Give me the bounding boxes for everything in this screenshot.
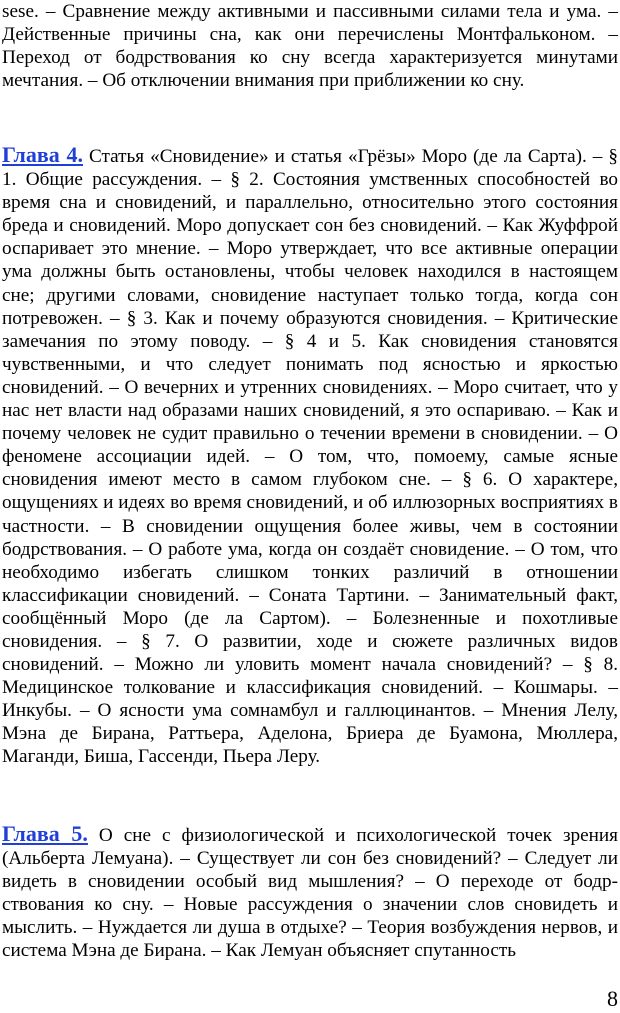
intro-paragraph (2, 0, 618, 92)
page-number: 8 (607, 986, 618, 1011)
chapter-5-link[interactable]: Глава 5. (2, 821, 88, 846)
chapter-4-text: Статья «Сновидение» и статья «Грёзы» Моро (де ла Сарта). – § 1. Общие рассуждения. – § 2. Состояния умственных способностей во время сна и сновидений, и параллельно, относительно этого состояния бреда и сновидений. Моро допускает сон без сновидений. – Как Жуффрой оспаривает это мнение. – Моро утверждает, что все активные операции ума должны быть остановлены, чтобы человек находился в настоящем сне; другими словами, сновидение наступает только тогда, когда сон потревожен. – § 3. Как и почему образуются сновидения. – Критические замечания по этому поводу. – § 4 и 5. Как сновидения становятся чувственными, и что следует понимать под ясностью и яркостью сновидений. – О вечерних и утренних сновидениях. – Моро считает, что у нас нет власти над образами наших сновидений, я это оспариваю. – Как и почему человек не судит правильно о течении времени в сновидении. – О феномене ассоциации идей. – О том, что, помоему, самые ясные сновидения имеют место в самом глубоком сне. – § 6. О характере, ощущениях и идеях во время сновидений, и об иллюзорных восприятиях в частности. – В сновидении ощущения более живы, чем в состоянии бодрствования. – О работе ума, когда он создаёт сновидение. – О том, что необходимо избегать слишком тонких различий в отношении классификации сновидений. – Соната Тартини. – Занимательный факт, сообщённый Моро (де ла Сартом). – Болезненные и похотливые сновидения. – § 7. О развитии, ходе и сюжете различных видов сновидений. – Можно ли уловить момент начала сновидений? – § 8. Медицинское толкование и классификация сновидений. – Кошмары. – Инкубы. – О ясности ума сомнамбул и галлюцинантов. – Мнения Лелу, Мэна де Бирана, Раттьера, Аделона, Бриера де Буамона, Мюллера, Маганди, Биша, Гассенди, Пьера Леру. (2, 146, 618, 768)
intro-text: sese. – Сравнение между активными и пассивными силами тела и ума. – Действенные причины сна, как они перечислены Монтфальконом. – Переход от бодрствования ко сну всегда характеризуется минутами мечтания. – Об отключении внимания при приближении ко сну. (2, 1, 618, 92)
chapter-5-paragraph (2, 822, 618, 963)
chapter-5-text: О сне с физиологической и психологической точек зрения (Альберта Лемуана). – Существует ли сон без сновидений? – Следует ли видеть в сновидении особый вид мышления? – О переходе от бодрствования ко сну. – Новые рассуждения о значении слов сновидеть и мыслить. – Нуждается ли душа в отдыхе? – Теория возбуждения нервов, и система Мэна де Бирана. – Как Лемуан объясняет спутанность (2, 825, 618, 962)
chapter-4-link[interactable]: Глава 4. (2, 142, 83, 167)
chapter-4-paragraph (2, 143, 618, 769)
